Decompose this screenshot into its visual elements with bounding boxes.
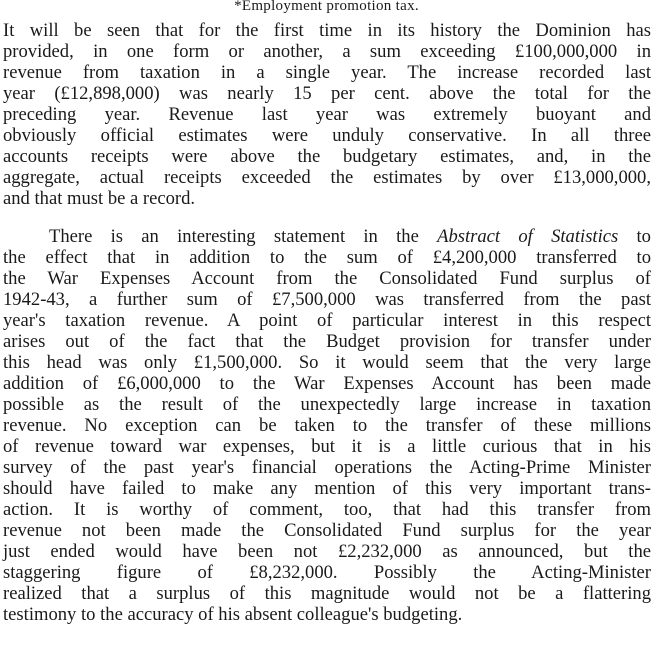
paragraph-line: accounts receipts were above the budgetary estimates, and, in the <box>3 146 651 167</box>
paragraph-line: the War Expenses Account from the Consolidated Fund surplus of <box>3 268 651 289</box>
line-text: There is an interesting statement in the <box>49 226 419 247</box>
paragraph-line <box>3 226 651 247</box>
paragraph-line: survey of the past year's financial operations the Acting-Prime Minister <box>3 457 651 478</box>
paragraph-line: and that must be a record. <box>3 188 196 209</box>
paragraph-line: of revenue toward war expenses, but it is a little curious that in his <box>3 436 651 457</box>
paragraph-line: possible as the result of the unexpectedly large increase in taxation <box>3 394 651 415</box>
paragraph-line: It will be seen that for the first time in its history the Dominion has <box>3 20 651 41</box>
paragraph-line: addition of £6,000,000 to the War Expenses Account has been made <box>3 373 651 394</box>
paragraph-line: aggregate, actual receipts exceeded the estimates by over £13,000,000, <box>3 167 651 188</box>
paragraph-line: action. It is worthy of comment, too, that had this transfer from <box>3 499 651 520</box>
paragraph-line: testimony to the accuracy of his absent colleague's budgeting. <box>3 604 463 625</box>
paragraph-line: year (£12,898,000) was nearly 15 per cent. above the total for the <box>3 83 651 104</box>
paragraph-line: revenue not been made the Consolidated Fund surplus for the year <box>3 520 651 541</box>
paragraph-line: preceding year. Revenue last year was extremely buoyant and <box>3 104 651 125</box>
paragraph-line: the effect that in addition to the sum of £4,200,000 transferred to <box>3 247 651 268</box>
footnote: *Employment promotion tax. <box>234 0 419 14</box>
paragraph-line: revenue. No exception can be taken to the transfer of these millions <box>3 415 651 436</box>
paragraph-2 <box>3 226 651 625</box>
paragraph-line: should have failed to make any mention of this very important trans- <box>3 478 651 499</box>
publication-title: Abstract of Statistics <box>437 226 619 247</box>
paragraph-line: obviously official estimates were unduly conservative. In all three <box>3 125 651 146</box>
paragraph-line: staggering figure of £8,232,000. Possibly the Acting-Minister <box>3 562 651 583</box>
paragraph-line: 1942-43, a further sum of £7,500,000 was transferred from the past <box>3 289 651 310</box>
paragraph-line: year's taxation revenue. A point of particular interest in this respect <box>3 310 651 331</box>
paragraph-line: this head was only £1,500,000. So it would seem that the very large <box>3 352 651 373</box>
paragraph-line: revenue from taxation in a single year. The increase recorded last <box>3 62 651 83</box>
paragraph-line: just ended would have been not £2,232,000 as announced, but the <box>3 541 651 562</box>
paragraph-line: provided, in one form or another, a sum exceeding £100,000,000 in <box>3 41 651 62</box>
paragraph-line: arises out of the fact that the Budget provision for transfer under <box>3 331 651 352</box>
line-text: to <box>636 226 651 247</box>
paragraph-1 <box>3 20 651 209</box>
paragraph-line: realized that a surplus of this magnitude would not be a flattering <box>3 583 651 604</box>
